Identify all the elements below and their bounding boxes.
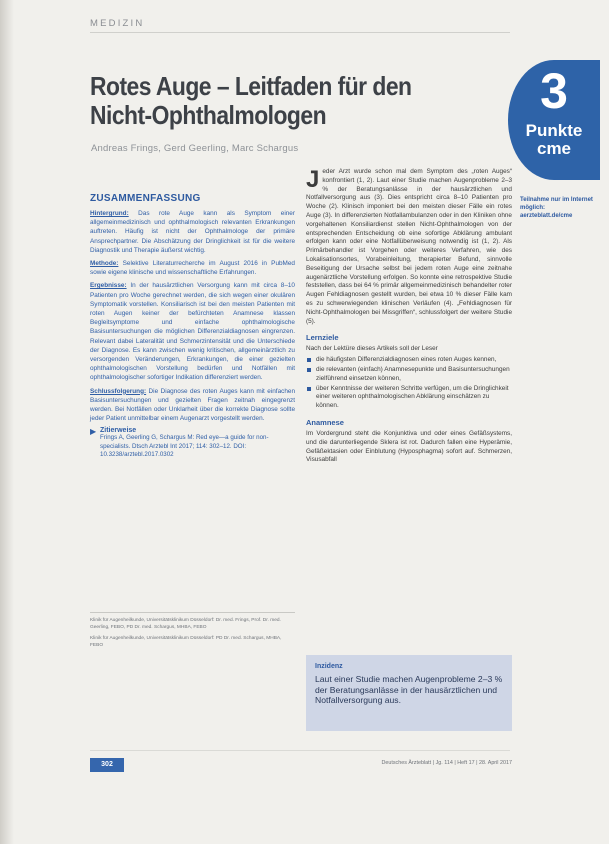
abstract-paragraph: [90, 209, 295, 255]
intro-paragraph: [306, 168, 512, 326]
cme-badge: [508, 60, 600, 180]
abstract-key: Hintergrund:: [90, 210, 129, 217]
cme-side-note: Teilnahme nur im Internet möglich: aerzteblatt.de/cme: [520, 197, 593, 219]
abstract-key: Methode:: [90, 260, 119, 268]
abstract-text: In der hausärztlichen Versorgung kann mit circa 8–10 Patienten pro Woche gerechnet werden, die sich wegen einer okulären Symptomatik vorstellen. Konsiliarisch ist bei den meisten Patienten mit roten Augen keiner der befürchteten Anamnese klassen Begleitsymptome und einfache ophthalmologische Basisuntersuchungen die möglichen Differenzialdiagnosen eingrenzen. Relevant dabei Lateralität und Schmerzintensität und die Unterschiede der Diagnose. Es kann zwischen wenig kritischen, allgemeinärztlich zu versorgenden Veränderungen, Erkrankungen, die einer gezielten ophthalmologischen Vorstellung bedürfen und Notfällen mit ophthalmologischer sofortiger Indikation differenziert werden.: [90, 282, 295, 382]
citation-text: Frings A, Geerling G, Schargus M: Red eye—a guide for non-specialists. Dtsch Arztebl Int 2017; 114: 302–12. DOI: 10.3238/arztebl.2017.0302: [100, 434, 269, 459]
square-bullet-icon: [307, 368, 311, 372]
list-item: [306, 385, 512, 411]
incidence-heading: Inzidenz: [315, 663, 343, 670]
lernziele-heading: Lernziele: [306, 333, 339, 343]
section-label: MEDIZIN: [90, 18, 145, 29]
abstract-paragraph: [90, 281, 295, 382]
abstract-paragraph: [90, 387, 295, 424]
abstract-text: Das rote Auge kann als Symptom einer allgemeinmedizinisch und ophthalmologisch relevanten Erkrankungen auftreten. Häufig ist nicht der Ophthalmologe der primäre Ansprechpartner. Die Abschätzung der Dringlichkeit ist für die weitere Diagnostik und Therapie äußerst wichtig.: [90, 210, 295, 254]
journal-footer: Deutsches Ärzteblatt | Jg. 114 | Heft 17 | 28. April 2017: [381, 760, 512, 766]
list-item: [306, 366, 512, 384]
citation-heading: Zitierweise: [100, 427, 137, 435]
footer-divider: [90, 750, 510, 751]
section-divider: [90, 32, 510, 33]
abstract-key: Ergebnisse:: [90, 282, 127, 290]
anamnese-heading: Anamnese: [306, 417, 344, 427]
affiliation-divider: [90, 612, 295, 613]
abstract-column: [90, 193, 295, 460]
abstract-paragraph: [90, 259, 295, 277]
affiliation-line: Klinik für Augenheilkunde, Universitätsklinikum Düsseldorf: PD Dr. med. Schargus, MHBA, FEBO: [90, 636, 282, 648]
affiliations: [90, 617, 295, 653]
abstract-heading: ZUSAMMENFASSUNG: [90, 193, 201, 204]
abstract-text: Die Diagnose des roten Auges kann mit einfachen Basisuntersuchungen und gezielten Fragen zeitnah eingegrenzt werden. Bei Notfällen oder Unklarheit über die korrekte Diagnose sollte jeder Patient unmittelbar einem Augenarzt vorgestellt werden.: [90, 387, 295, 423]
lernziele-intro: Nach der Lektüre dieses Artikels soll der Leser: [306, 345, 438, 353]
page-shadow: [0, 0, 14, 844]
cme-label: cme: [536, 139, 572, 158]
body-column: [306, 168, 512, 465]
play-arrow-icon: ▶: [90, 427, 97, 437]
affiliation-line: Klinik für Augenheilkunde, Universitätsklinikum Düsseldorf: Dr. med. Frings, Prof. Dr. med. Geerling, FEBO, PD Dr. med. Schargus, MHBA, FEBO: [90, 618, 281, 630]
article-title: Rotes Auge – Leitfaden für den Nicht-Ophthalmologen: [90, 71, 412, 130]
incidence-text: Laut einer Studie machen Augenprobleme 2–3 % der Beratungsanlässe in der hausärztlichen und Notfallversorgung aus.: [315, 674, 503, 705]
anamnese-text: Im Vordergrund steht die Konjunktiva und oder eines Gefäßsystems, und die darunterliegende Sklera ist rot. Dadurch fallen eine Hyperämie, Gefäßektasien oder Einblutung (Hyposphagma) sofort auf. Schmerzen, Visusabfall: [306, 429, 512, 464]
list-item: [306, 356, 512, 365]
lernziele-list: [306, 356, 512, 411]
list-item-text: über Kenntnisse der weiteren Schritte verfügen, um die Dringlichkeit einer weiteren ophthalmologischen Abklärung einschätzen zu können.: [316, 384, 509, 410]
list-item-text: die häufigsten Differenzialdiagnosen eines roten Auges kennen,: [316, 356, 497, 364]
square-bullet-icon: [307, 387, 311, 391]
abstract-text: Selektive Literaturrecherche im August 2016 in PubMed sowie eigene klinische und wissenschaftliche Erfahrungen.: [90, 260, 295, 277]
cme-points-number: 3: [540, 63, 568, 119]
list-item-text: die relevanten (einfach) Anamnesepunkte und Basisuntersuchungen zielführend einsetzen können,: [316, 365, 510, 382]
page-number: 302: [90, 758, 124, 772]
drop-cap: J: [306, 166, 320, 193]
cme-points-label: Punkte: [525, 121, 583, 140]
citation-block: [90, 427, 295, 460]
incidence-box: [306, 655, 512, 731]
abstract-key: Schlussfolgerung:: [90, 387, 147, 395]
article-authors: Andreas Frings, Gerd Geerling, Marc Schargus: [91, 143, 299, 154]
intro-text: eder Arzt wurde schon mal dem Symptom des „roten Auges“ konfrontiert (1, 2). Laut einer Studie machen Augenprobleme 2–3 % der Beratungsanlässe in der hausärztlichen und Notfallversorgung aus (3). Dies entspricht circa 8–10 Patienten pro Woche (2). Klinisch imponiert bei den meisten dieser Fälle ein rotes Auge (3). In differenzierten Notfallambulanzen oder in den Kliniken ohne vorgehaltenen Konsiliardienst stellen Nicht-Ophthalmologen von der entsprechenden Entscheidung ob eine sofortige Abklärung ambulant erfolgen kann oder eine Notfallüberweisung notwendig ist (1, 2). Als Primärbehandler ist Vorgehen oder weiteres Verfahren, wie des Lokalisationsortes, Vorabeinleitung, therapierter Befund, sinnvolle Beseitigung der Ursache selbst bei jedem roten Auge eine zeitnahe augenärztliche Vorstellung erfolgen. So konnte eine retrospektive Studie feststellen, dass bei 64 % primär allgemeinmedizinisch behandelter roter Augen Fehldiagnosen gestellt wurden, bei etwa 10 % dieser Fälle kam es zu schwerwiegenden klinischen Verläufen (4). „Fehldiagnosen für Nicht-Ophthalmologen bei Missgriffen“, schlussfolgert der weitere Studie (5).: [306, 168, 512, 325]
square-bullet-icon: [307, 358, 311, 362]
